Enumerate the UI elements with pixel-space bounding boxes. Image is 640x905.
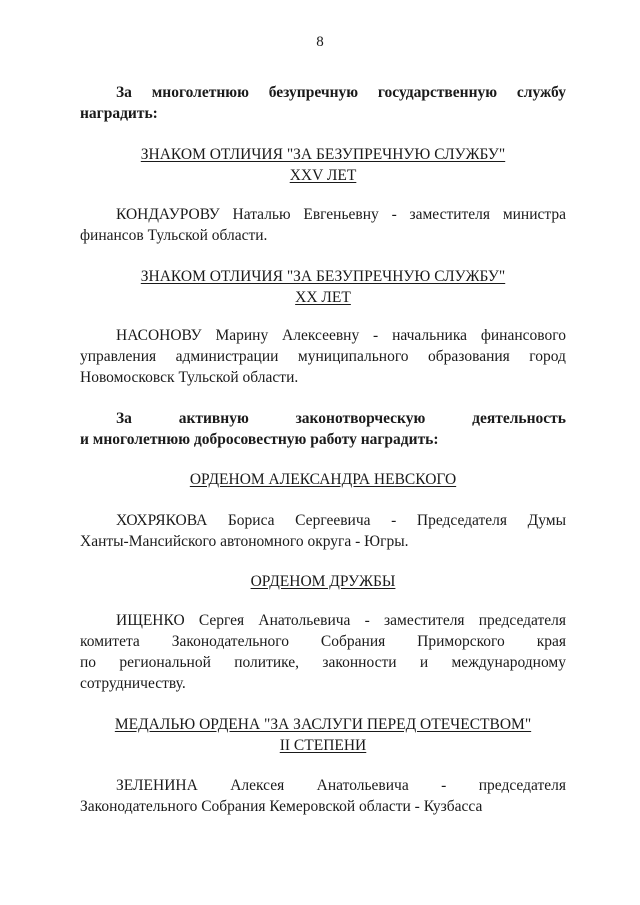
award-heading-2 [80, 266, 566, 308]
word: начальника [392, 327, 467, 344]
word: Алексеевну [282, 327, 360, 344]
word: - [391, 512, 397, 529]
word: За [116, 84, 132, 101]
word: по [80, 654, 97, 671]
word: и [419, 654, 429, 671]
awardee-line: Новомосковск Тульской области. [80, 369, 299, 386]
word: министра [502, 206, 566, 223]
awardee-line: сотрудничеству. [80, 675, 186, 692]
awardee-paragraph-3 [80, 510, 566, 552]
award-title: ЗНАКОМ ОТЛИЧИЯ "ЗА БЕЗУПРЕЧНУЮ СЛУЖБУ" [140, 268, 506, 285]
intro-paragraph-2 [80, 408, 566, 450]
intro-line: и многолетнюю добросовестную работу наградить: [80, 431, 439, 448]
award-title: ОРДЕНОМ АЛЕКСАНДРА НЕВСКОГО [189, 471, 457, 488]
word: региональной [119, 654, 211, 671]
word: международному [451, 654, 566, 671]
word: - [441, 777, 447, 794]
awardee-line: Ханты-Мансийского автономного округа - Югры. [80, 533, 409, 550]
award-heading-5 [80, 714, 566, 756]
award-heading-3 [80, 469, 566, 490]
award-title: ОРДЕНОМ ДРУЖБЫ [250, 573, 396, 590]
award-heading-1 [80, 144, 566, 186]
word: деятельность [472, 410, 566, 427]
word: ХОХРЯКОВА [116, 512, 208, 529]
award-heading-4 [80, 571, 566, 592]
word: город [529, 348, 566, 365]
word: За [116, 410, 132, 427]
justified-line [80, 408, 566, 429]
word: службу [516, 84, 566, 101]
word: Председателя [416, 512, 508, 529]
word: Анатольевича [316, 777, 409, 794]
intro-line: наградить: [80, 105, 158, 122]
word: Анатольевича [258, 612, 351, 629]
awardee-paragraph-5 [80, 775, 566, 817]
word: управления [80, 348, 157, 365]
word: безупречную [268, 84, 359, 101]
word: ЗЕЛЕНИНА [116, 777, 198, 794]
word: заместителя [384, 612, 465, 629]
word: Сергеевича [295, 512, 371, 529]
justified-line [80, 204, 566, 225]
award-title: ЗНАКОМ ОТЛИЧИЯ "ЗА БЕЗУПРЕЧНУЮ СЛУЖБУ" [140, 146, 506, 163]
word: Собрания [320, 633, 386, 650]
word: образования [428, 348, 510, 365]
word: председателя [478, 612, 566, 629]
word: Приморского [417, 633, 505, 650]
word: заместителя [409, 206, 491, 223]
word: Наталью [232, 206, 291, 223]
word: администрации [175, 348, 279, 365]
word: комитета [80, 633, 140, 650]
award-degree: XXV ЛЕТ [289, 167, 357, 184]
award-degree: XX ЛЕТ [295, 289, 351, 306]
award-degree: II СТЕПЕНИ [279, 737, 367, 754]
word: Евгеньевну [303, 206, 379, 223]
word: края [536, 633, 566, 650]
word: Законодательного [171, 633, 290, 650]
justified-line [80, 346, 566, 367]
word: КОНДАУРОВУ [116, 206, 220, 223]
awardee-paragraph-1 [80, 204, 566, 246]
intro-paragraph-1 [80, 82, 566, 124]
word: государственную [377, 84, 498, 101]
awardee-paragraph-4 [80, 610, 566, 694]
word: политике, [234, 654, 300, 671]
justified-line [80, 610, 566, 631]
word: - [373, 327, 379, 344]
awardee-line: Законодательного Собрания Кемеровской области - Кузбасса [80, 798, 483, 815]
word: Алексея [230, 777, 285, 794]
word: Сергея [198, 612, 245, 629]
word: Марину [215, 327, 269, 344]
word: - [364, 612, 370, 629]
word: - [391, 206, 397, 223]
word: законности [322, 654, 397, 671]
awardee-paragraph-2 [80, 325, 566, 388]
award-title: МЕДАЛЬЮ ОРДЕНА "ЗА ЗАСЛУГИ ПЕРЕД ОТЕЧЕСТВОМ" [114, 716, 532, 733]
word: Бориса [227, 512, 275, 529]
page-number: 8 [316, 34, 324, 50]
word: активную [178, 410, 249, 427]
word: НАСОНОВУ [116, 327, 202, 344]
justified-line [80, 631, 566, 652]
justified-line [80, 510, 566, 531]
word: законотворческую [295, 410, 426, 427]
awardee-line: финансов Тульской области. [80, 227, 268, 244]
justified-line [80, 325, 566, 346]
justified-line [80, 82, 566, 103]
word: финансового [480, 327, 566, 344]
justified-line [80, 775, 566, 796]
word: Думы [527, 512, 566, 529]
word: ИЩЕНКО [116, 612, 185, 629]
justified-line [80, 652, 566, 673]
word: многолетнюю [151, 84, 249, 101]
word: муниципального [297, 348, 409, 365]
word: председателя [478, 777, 566, 794]
